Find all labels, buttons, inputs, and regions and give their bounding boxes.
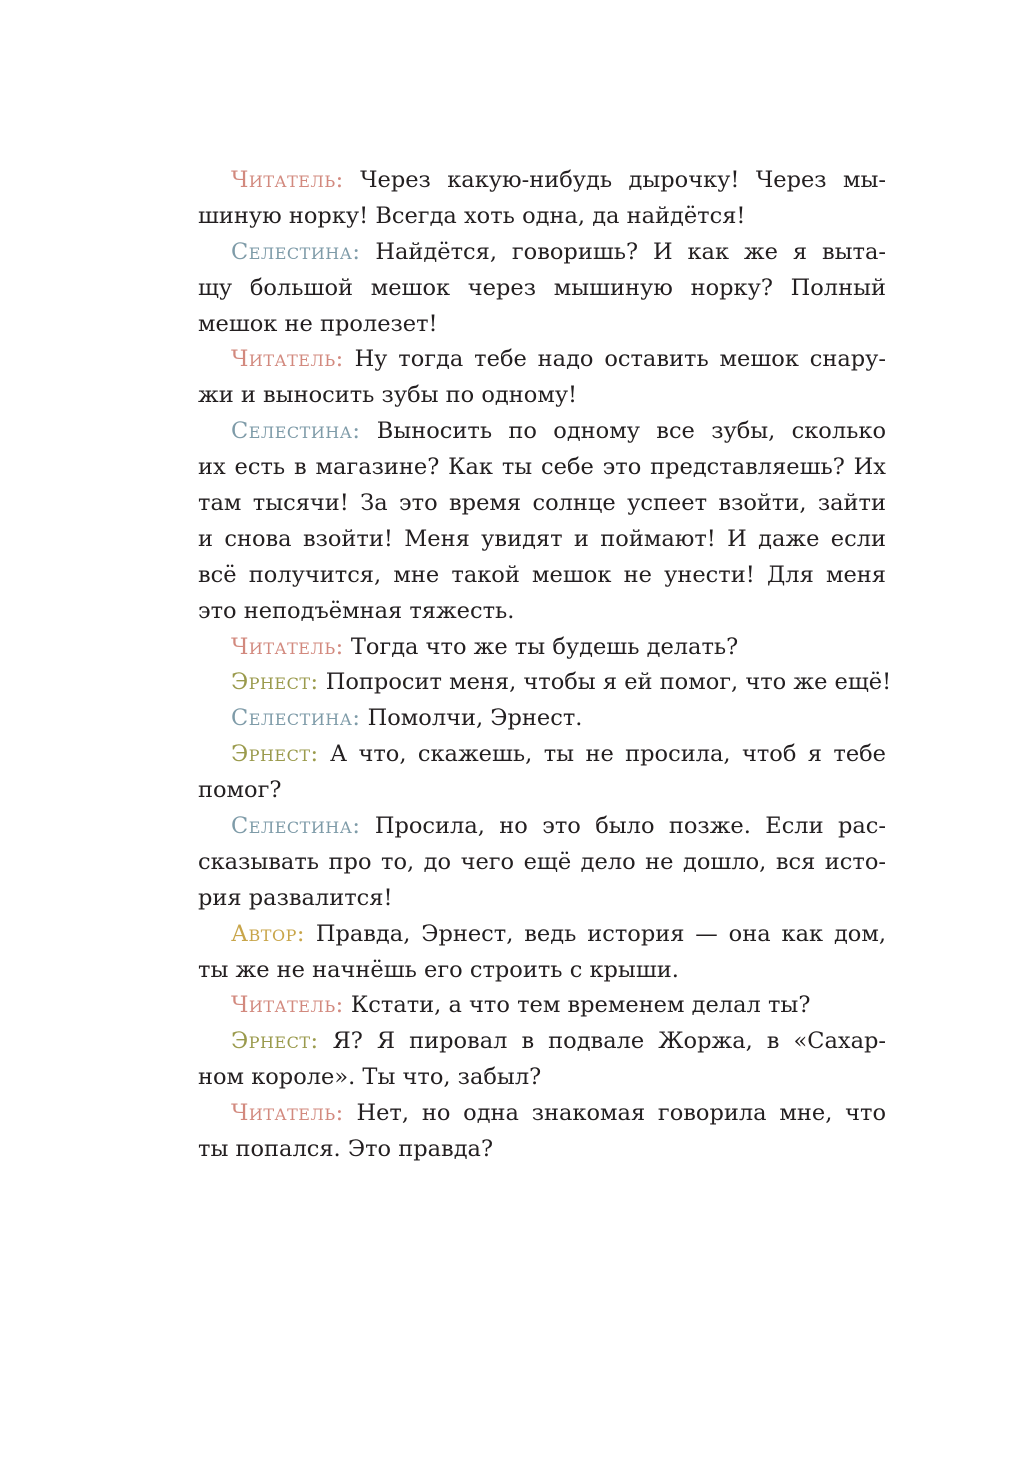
book-page-text	[198, 163, 892, 1168]
line-text: помог?	[198, 777, 282, 804]
dialogue-paragraph	[198, 701, 886, 737]
line-text: ном короле». Ты что, забыл?	[198, 1064, 542, 1091]
dialogue-paragraph	[198, 630, 886, 666]
dialogue-paragraph	[198, 917, 886, 989]
line-text: и снова взойти! Меня увидят и поймают! И даже если	[198, 525, 886, 552]
text-line	[198, 1060, 886, 1096]
text-line	[198, 486, 886, 522]
line-text: сказывать про то, до чего ещё дело не дошло, вся исто-	[198, 848, 886, 875]
text-line	[198, 1024, 886, 1060]
line-text: ты попался. Это правда?	[198, 1136, 494, 1163]
line-text: Кстати, а что тем временем делал ты?	[350, 992, 811, 1019]
dialogue-paragraph	[198, 737, 886, 809]
speaker-name: Селестина:	[231, 705, 361, 732]
text-line	[198, 630, 886, 666]
speaker-name: Читатель:	[231, 346, 344, 373]
text-line	[198, 773, 886, 809]
line-text: рия развалится!	[198, 884, 393, 911]
speaker-name: Читатель:	[231, 992, 344, 1019]
speaker-name: Читатель:	[231, 167, 344, 193]
speaker-name: Автор:	[231, 920, 305, 947]
line-text: Я? Я пировал в подвале Жоржа, в «Сахар-	[332, 1028, 886, 1055]
line-text: Через какую-нибудь дырочку! Через мы-	[360, 167, 886, 193]
text-line	[198, 701, 886, 737]
dialogue-paragraph	[198, 1024, 886, 1096]
line-text: жи и выносить зубы по одному!	[198, 382, 578, 409]
dialogue-paragraph	[198, 342, 886, 414]
line-text: Правда, Эрнест, ведь история — она как дом,	[315, 920, 886, 947]
text-line	[198, 307, 886, 343]
text-line	[198, 342, 886, 378]
dialogue-paragraph	[198, 665, 892, 701]
line-text: там тысячи! За это время солнце успеет взойти, зайти	[198, 490, 886, 517]
line-text: Тогда что же ты будешь делать?	[350, 633, 739, 660]
text-line	[198, 1132, 886, 1168]
dialogue-paragraph	[198, 235, 886, 343]
text-line	[198, 378, 886, 414]
speaker-name: Селестина:	[231, 418, 361, 445]
line-text: их есть в магазине? Как ты себе это представляешь? Их	[198, 454, 886, 481]
line-text: Выносить по одному все зубы, сколько	[376, 418, 887, 445]
line-text: Нет, но одна знакомая говорила мне, что	[356, 1100, 886, 1127]
text-line	[198, 845, 886, 881]
text-line	[198, 271, 886, 307]
line-text: всё получится, мне такой мешок не унести! Для меня	[198, 561, 886, 588]
dialogue-paragraph	[198, 414, 886, 629]
line-text: ты же не начнёшь его строить с крыши.	[198, 956, 679, 983]
line-text: мешок не пролезет!	[198, 310, 438, 337]
text-line	[198, 1096, 886, 1132]
speaker-name: Эрнест:	[231, 741, 319, 768]
dialogue-paragraph	[198, 988, 886, 1024]
text-line	[198, 199, 886, 235]
dialogue-paragraph	[198, 163, 886, 235]
line-text: это неподъёмная тяжесть.	[198, 597, 515, 624]
dialogue-paragraph	[198, 1096, 886, 1168]
line-text: Помолчи, Эрнест.	[367, 705, 583, 732]
dialogue-paragraph	[198, 809, 886, 917]
text-line	[198, 665, 892, 701]
speaker-name: Селестина:	[231, 238, 361, 265]
speaker-name: Селестина:	[231, 813, 361, 840]
line-text: А что, скажешь, ты не просила, чтоб я тебе	[330, 741, 886, 768]
speaker-name: Эрнест:	[231, 669, 319, 696]
text-line	[198, 737, 886, 773]
speaker-name: Читатель:	[231, 633, 344, 660]
text-line	[198, 988, 886, 1024]
line-text: Найдётся, говоришь? И как же я выта-	[375, 238, 886, 265]
text-line	[198, 594, 886, 630]
text-line	[198, 414, 886, 450]
speaker-name: Эрнест:	[231, 1028, 319, 1055]
speaker-name: Читатель:	[231, 1100, 344, 1127]
text-line	[198, 522, 886, 558]
line-text: Ну тогда тебе надо оставить мешок снару-	[354, 346, 886, 373]
text-line	[198, 558, 886, 594]
text-line	[198, 953, 886, 989]
text-line	[198, 235, 886, 271]
line-text: щу большой мешок через мышиную норку? Полный	[198, 274, 886, 301]
text-line	[198, 809, 886, 845]
line-text: Попросит меня, чтобы я ей помог, что же ещё!	[325, 669, 892, 696]
text-line	[198, 450, 886, 486]
text-line	[198, 881, 886, 917]
text-line	[198, 917, 886, 953]
line-text: шиную норку! Всегда хоть одна, да найдётся!	[198, 202, 746, 229]
text-line	[198, 163, 886, 199]
line-text: Просила, но это было позже. Если рас-	[374, 813, 886, 840]
